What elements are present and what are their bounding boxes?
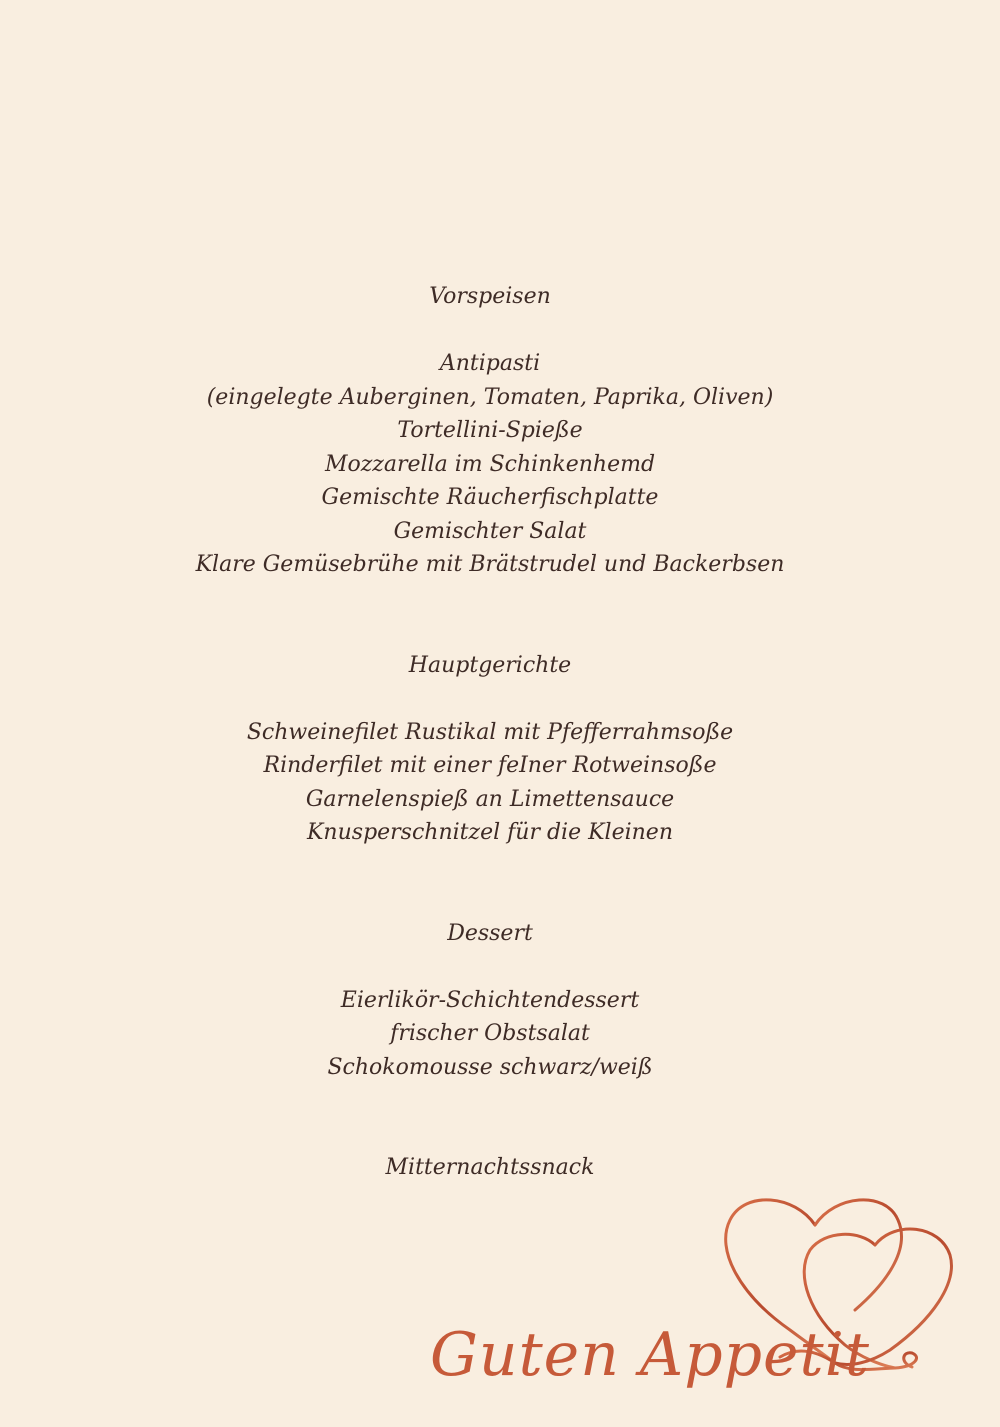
menu-item: Klare Gemüsebrühe mit Brätstrudel und Backerbsen — [195, 552, 785, 577]
menu-item: Schokomousse schwarz/weiß — [327, 1054, 653, 1080]
section-title-hauptgerichte: Hauptgerichte — [408, 652, 572, 678]
menu-item: Rinderfilet mit einer feIner Rotweinsoße — [263, 753, 717, 778]
section-title-vorspeisen: Vorspeisen — [429, 284, 551, 309]
menu-item: Eierlikör-Schichtendessert — [340, 987, 640, 1013]
menu-item: Garnelenspieß an Limettensauce — [305, 786, 675, 812]
menu-item: Mozzarella im Schinkenhemd — [324, 451, 656, 477]
menu-item: Schweinefilet Rustikal mit Pfefferrahmsoße — [246, 719, 734, 745]
closing-text: Guten Appetit — [430, 1320, 870, 1390]
menu-item: Tortellini-Spieße — [397, 418, 583, 443]
menu-item: frischer Obstsalat — [390, 1021, 590, 1046]
menu-content — [0, 280, 980, 1185]
menu-item: Knusperschnitzel für die Kleinen — [307, 820, 673, 845]
menu-item: Antipasti — [439, 351, 541, 376]
closing — [425, 1300, 985, 1410]
menu-item: Gemischte Räucherfischplatte — [321, 485, 659, 510]
section-title-mitternachtssnack: Mitternachtssnack — [385, 1155, 595, 1180]
menu-item: Gemischter Salat — [393, 518, 587, 544]
menu-item: (eingelegte Auberginen, Tomaten, Paprika, Oliven) — [206, 384, 774, 410]
section-title-dessert: Dessert — [447, 920, 533, 946]
